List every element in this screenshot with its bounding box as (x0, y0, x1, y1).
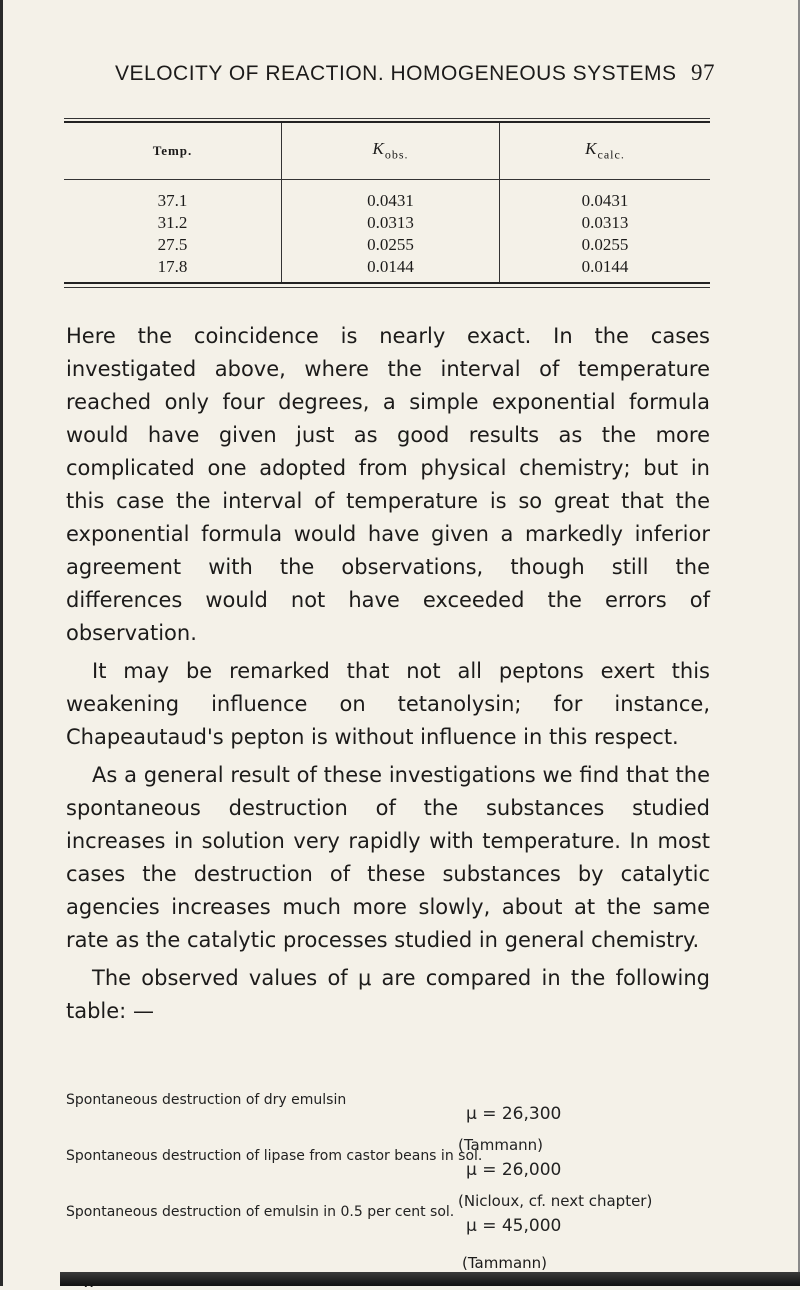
comparison-label: Spontaneous destruction of lipase from castor beans in sol. (66, 1148, 483, 1164)
k-obs-value: 0.0144 (367, 257, 414, 276)
k-obs-column (282, 180, 500, 283)
temp-value: 17.8 (157, 257, 188, 276)
header-temp: Temp. (64, 123, 282, 180)
k-obs-value: 0.0431 (367, 191, 414, 210)
comparison-value: μ = 26,300 (466, 1104, 562, 1124)
comparison-list (66, 1092, 726, 1260)
comparison-label: Spontaneous destruction of emulsin in 0.5 per cent sol. (66, 1204, 455, 1220)
k-calc-value: 0.0144 (581, 257, 629, 276)
paragraph: Here the coincidence is nearly exact. In the cases investigated above, where the interval of temperature reached only four degrees, a simple exponential formula would have given just as good results as the more complicated one adopted from physical chemistry; but in this case the interval of temperature is so great that the exponential formula would have given a markedly inferior agreement with the observations, though still the differences would not have exceeded the errors of observation. (66, 324, 710, 645)
data-table (64, 123, 710, 282)
running-title: VELOCITY OF REACTION. HOMOGENEOUS SYSTEMS (115, 62, 677, 85)
k-calc-value: 0.0431 (581, 191, 629, 210)
k-calc-column (500, 180, 711, 283)
table-bottom-rule-thick (64, 282, 710, 284)
k-obs-value: 0.0313 (367, 213, 414, 232)
temp-value: 37.1 (157, 191, 188, 210)
table-bottom-rule (64, 287, 710, 288)
k-calc-value: 0.0313 (581, 213, 629, 232)
k-obs-value: 0.0255 (367, 235, 414, 254)
temp-value: 31.2 (157, 213, 188, 232)
temp-column (64, 180, 282, 283)
comparison-note: (Tammann) (458, 1136, 544, 1154)
temperature-table (64, 118, 710, 288)
comparison-row (66, 1092, 726, 1148)
comparison-value: μ = 45,000 (466, 1216, 562, 1236)
comparison-value: μ = 26,000 (466, 1160, 562, 1180)
comparison-note: (Nicloux, cf. next chapter) (458, 1192, 653, 1210)
comparison-label: Spontaneous destruction of dry emulsin (66, 1092, 347, 1108)
page-bottom-edge (60, 1272, 800, 1286)
page-left-edge (0, 0, 3, 1286)
running-head (115, 60, 715, 86)
body-text (66, 320, 710, 1033)
header-k-obs: $K_{obs.}$ (282, 123, 500, 180)
tammann-note: (Tammann) (462, 1254, 548, 1272)
table-top-rule (64, 118, 710, 119)
page-number: 97 (691, 60, 715, 85)
k-calc-value: 0.0255 (581, 235, 629, 254)
paragraph: As a general result of these investigations we find that the spontaneous destruction of the substances studied increases in solution very rapidly with temperature. In most cases the destruction of these substances by catalytic agencies increases much more slowly, about at the same rate as the catalytic processes studied in general chemistry. (66, 763, 710, 952)
comparison-row (66, 1192, 726, 1260)
temp-value: 27.5 (157, 235, 188, 254)
paragraph: The observed values of μ are compared in the following table: — (66, 966, 710, 1023)
header-k-calc: $K_{calc.}$ (500, 123, 711, 180)
paragraph: It may be remarked that not all peptons exert this weakening influence on tetanolysin; for instance, Chapeautaud's pepton is without influence in this respect. (66, 659, 710, 749)
